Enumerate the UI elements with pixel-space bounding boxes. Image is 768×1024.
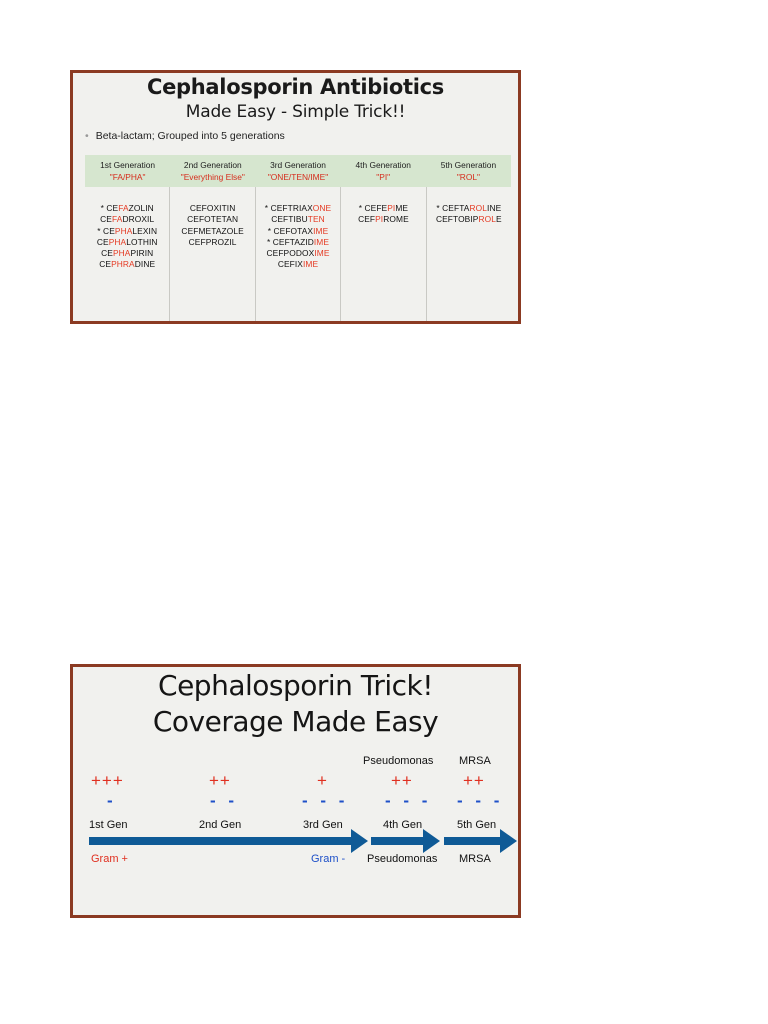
bullet-point: [85, 130, 285, 142]
drug-mnemonic-part: PHA: [108, 236, 127, 247]
gen3-gram-pos: +: [317, 771, 328, 790]
arrow-gen4: [371, 829, 440, 853]
gen1-label: 1st Gen: [89, 819, 128, 831]
bullet-text: Beta-lactam; Grouped into 5 generations: [95, 130, 285, 142]
drug-name: [85, 226, 169, 237]
mrsa-top-label: MRSA: [459, 755, 491, 767]
drug-name: [85, 248, 169, 259]
mnemonic-label: "FA/PHA": [109, 172, 146, 182]
drug-name-part: CEFTOBIP: [435, 214, 479, 225]
drug-mnemonic-part: IME: [313, 236, 330, 247]
drug-name: [341, 203, 425, 214]
table-cell: [427, 187, 511, 324]
mnemonic-label: "ROL": [456, 172, 480, 182]
gram-pos-label: Gram +: [91, 853, 128, 865]
bullet-icon: •: [85, 130, 89, 142]
gen2-label: 2nd Gen: [199, 819, 242, 831]
slide-subtitle: Coverage Made Easy: [152, 705, 439, 738]
drug-name: [256, 226, 340, 237]
drug-name-part: CE: [100, 214, 112, 225]
table-cell: [170, 187, 255, 324]
drug-name-part: INE: [487, 203, 502, 213]
drug-name-part: * CEFTA: [436, 203, 470, 213]
pseudomonas-top-label: Pseudomonas: [363, 755, 434, 767]
slide-title: Cephalosporin Antibiotics: [147, 75, 444, 99]
coverage-arrows: [73, 827, 521, 857]
drug-name-part: CEFOTETAN: [187, 214, 239, 225]
drug-name-part: CE: [96, 236, 109, 247]
mnemonic-label: "PI": [376, 172, 391, 182]
drug-name: [85, 259, 169, 270]
gram-neg-label: Gram -: [311, 853, 346, 865]
drug-name: [256, 259, 340, 270]
table-body-row: [85, 187, 511, 324]
drug-name-part: CEFTIBU: [271, 214, 308, 225]
drug-mnemonic-part: PI: [375, 214, 384, 225]
gen4-gram-neg: - - -: [385, 791, 432, 810]
drug-mnemonic-part: TEN: [307, 214, 325, 225]
table-header-row: [85, 155, 511, 187]
drug-name-part: * CEFE: [358, 203, 388, 213]
table-cell: [341, 187, 426, 324]
drug-mnemonic-part: ROL: [469, 203, 488, 213]
table-header-cell: [85, 155, 170, 187]
drug-name: [170, 226, 254, 237]
drug-name: [256, 237, 340, 248]
gen1-gram-neg: -: [107, 791, 117, 810]
arrow-gen5: [444, 829, 517, 853]
drug-name-part: ME: [395, 203, 409, 213]
drug-name-part: CEFMETAZOLE: [181, 225, 244, 236]
mnemonic-label: "ONE/TEN/IME": [267, 172, 329, 182]
mrsa-bottom-label: MRSA: [459, 853, 491, 865]
drug-mnemonic-part: PHA: [112, 248, 131, 259]
drug-name-part: CEFPODOX: [266, 248, 315, 259]
drug-name: [85, 214, 169, 225]
drug-name: [256, 248, 340, 259]
gen4-label: 4th Gen: [383, 819, 423, 831]
table-header-cell: [255, 155, 340, 187]
drug-mnemonic-part: PI: [387, 203, 396, 213]
slide-title: Cephalosporin Trick!: [158, 669, 433, 702]
arrow-gen1-3: [89, 829, 368, 853]
drug-mnemonic-part: PHA: [114, 225, 133, 236]
drug-name-part: PIRIN: [130, 248, 154, 259]
drug-name-part: CEFIX: [277, 259, 303, 270]
table-header-cell: [341, 155, 426, 187]
drug-name-part: LOTHIN: [126, 236, 158, 247]
drug-mnemonic-part: IME: [303, 259, 319, 270]
slide-subtitle: Made Easy - Simple Trick!!: [185, 102, 406, 122]
generation-label: 1st Generation: [100, 160, 156, 170]
generation-label: 5th Generation: [440, 160, 497, 170]
table-cell: [256, 187, 341, 324]
drug-name-part: CE: [99, 259, 112, 270]
drug-mnemonic-part: ROL: [478, 214, 497, 225]
drug-name: [170, 203, 254, 214]
drug-name: [85, 237, 169, 248]
table-header-cell: [426, 155, 511, 187]
drug-name-part: * CEFTAZID: [266, 236, 314, 247]
drug-name: [170, 214, 254, 225]
pseudomonas-bottom-label: Pseudomonas: [367, 853, 438, 865]
drug-name-part: ZOLIN: [128, 203, 154, 213]
mnemonic-label: "Everything Else": [180, 172, 245, 182]
drug-name-part: ROME: [383, 214, 409, 225]
drug-name-part: * CEFOTAX: [267, 225, 314, 236]
drug-mnemonic-part: FA: [112, 214, 123, 225]
drug-name-part: DROXIL: [122, 214, 155, 225]
gen1-gram-pos: +++: [91, 771, 124, 790]
drug-mnemonic-part: ONE: [312, 203, 332, 213]
gen4-gram-pos: ++: [391, 771, 413, 790]
generation-label: 4th Generation: [355, 160, 411, 170]
gen2-gram-pos: ++: [209, 771, 231, 790]
drug-name: [256, 203, 340, 214]
drug-name-part: * CE: [100, 203, 119, 213]
drug-name-part: DINE: [134, 259, 156, 270]
gen5-gram-pos: ++: [463, 771, 485, 790]
drug-name-part: CEFPROZIL: [188, 236, 237, 247]
drug-name-part: * CEFTRIAX: [264, 203, 313, 213]
generation-label: 2nd Generation: [183, 160, 242, 170]
drug-mnemonic-part: PHRA: [111, 259, 135, 270]
generation-label: 3rd Generation: [270, 160, 326, 170]
drug-name: [341, 214, 425, 225]
slide-coverage: [70, 664, 521, 918]
table-cell: [85, 187, 170, 324]
drug-name: [427, 214, 511, 225]
drug-name-part: * CE: [97, 225, 115, 236]
gen5-gram-neg: - - -: [457, 791, 504, 810]
drug-name-part: CEFOXITIN: [189, 203, 236, 213]
drug-name: [256, 214, 340, 225]
drug-name-part: CE: [101, 248, 113, 259]
drug-name-part: CEF: [358, 214, 376, 225]
gen5-label: 5th Gen: [457, 819, 497, 831]
drug-name-part: LEXIN: [132, 225, 158, 236]
drug-name: [427, 203, 511, 214]
drug-mnemonic-part: IME: [313, 225, 329, 236]
table-header-cell: [170, 155, 255, 187]
gen3-gram-neg: - - -: [302, 791, 349, 810]
gen3-label: 3rd Gen: [303, 819, 343, 831]
generations-table: [85, 155, 511, 324]
slide-cephalosporin-antibiotics: [70, 70, 521, 324]
drug-name-part: E: [496, 214, 502, 225]
drug-mnemonic-part: IME: [314, 248, 330, 259]
drug-name: [170, 237, 254, 248]
drug-name: [85, 203, 169, 214]
gen2-gram-neg: - -: [210, 791, 239, 810]
drug-mnemonic-part: FA: [118, 203, 129, 213]
